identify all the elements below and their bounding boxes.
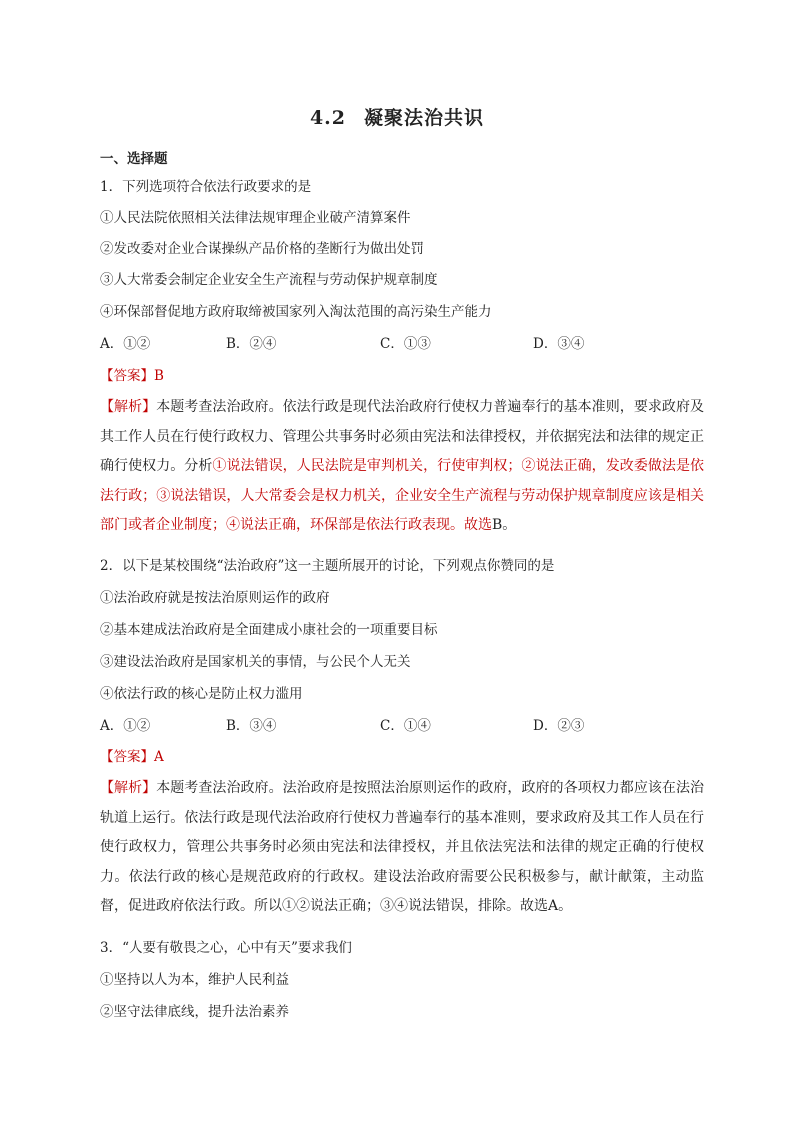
q1-option-a: A．①② [100, 336, 151, 352]
q1-analysis-end: B。 [492, 517, 517, 533]
q1-option-d: D．③④ [533, 336, 585, 352]
q2-analysis-tag: 【解析】 [100, 780, 157, 796]
q1-analysis-text: 本题考查法治政府。依法行政是现代法治政府行使权力普遍奉行的基本准则，要求政府及其工作人员在行使行政权力、管理公共事务时必须由宪法和法律授权，并依据宪法和法律的规定正确行使权力。分析 [100, 399, 705, 474]
q2-answer-value: A [154, 749, 164, 765]
q1-item-3: ③人大常委会制定企业安全生产流程与劳动保护规章制度 [100, 272, 438, 288]
q2-option-b: B．③④ [226, 718, 277, 734]
q3-stem: 3．“人要有敬畏之心，心中有天”要求我们 [100, 940, 352, 956]
q1-answer-tag: 【答案】 [100, 368, 154, 384]
q2-answer [100, 747, 164, 767]
q1-item-1: ①人民法院依照相关法律法规审理企业破产清算案件 [100, 210, 411, 226]
q2-item-4: ④依法行政的核心是防止权力滥用 [100, 686, 303, 702]
q2-item-3: ③建设法治政府是国家机关的事情，与公民个人无关 [100, 654, 411, 670]
q1-analysis [100, 393, 704, 541]
section-heading: 一、选择题 [100, 151, 168, 167]
q2-stem: 2．以下是某校围绕“法治政府”这一主题所展开的讨论，下列观点你赞同的是 [100, 558, 555, 574]
q3-item-1: ①坚持以人为本，维护人民利益 [100, 972, 289, 988]
q1-options [100, 334, 620, 354]
q1-stem: 1．下列选项符合依法行政要求的是 [100, 179, 312, 195]
q2-analysis-text: 本题考查法治政府。法治政府是按照法治原则运作的政府，政府的各项权力都应该在法治轨道上运行。依法行政是现代法治政府行使权力普遍奉行的基本准则，要求政府及其工作人员在行使行政权力，管理公共事务时必须由宪法和法律授权，并且依法宪法和法律的规定正确的行使权力。依法行政的核心是规范政府的行政权。建设法治政府需要公民积极参与，献计献策，主动监督，促进政府依法行政。所以①②说法正确；③④说法错误，排除。故选A。 [100, 780, 705, 914]
q2-analysis [100, 774, 704, 922]
q1-analysis-tag: 【解析】 [100, 399, 157, 415]
q2-options [100, 716, 620, 736]
q1-item-4: ④环保部督促地方政府取缔被国家列入淘汰范围的高污染生产能力 [100, 304, 492, 320]
q1-item-2: ②发改委对企业合谋操纵产品价格的垄断行为做出处罚 [100, 241, 424, 257]
q1-answer-value: B [154, 368, 164, 384]
q1-option-b: B．②④ [226, 336, 277, 352]
q2-answer-tag: 【答案】 [100, 749, 154, 765]
q1-option-c: C．①③ [380, 336, 431, 352]
q2-option-a: A．①② [100, 718, 151, 734]
title-number: 4.2 [309, 107, 347, 129]
q2-item-1: ①法治政府就是按法治原则运作的政府 [100, 590, 330, 606]
q2-item-2: ②基本建成法治政府是全面建成小康社会的一项重要目标 [100, 622, 438, 638]
q2-option-d: D．②③ [533, 718, 585, 734]
title-text: 凝聚法治共识 [364, 107, 485, 129]
q1-answer [100, 366, 164, 386]
q3-item-2: ②坚守法律底线，提升法治素养 [100, 1004, 289, 1020]
page-title [0, 103, 794, 130]
q2-option-c: C．①④ [380, 718, 431, 734]
q1-analysis-detail: ①说法错误，人民法院是审判机关，行使审判权；②说法正确，发改委做法是依法行政；③说法错误，人大常委会是权力机关，企业安全生产流程与劳动保护规章制度应该是相关部门或者企业制度；④说法正确，环保部是依法行政表现。故选 [100, 458, 705, 533]
